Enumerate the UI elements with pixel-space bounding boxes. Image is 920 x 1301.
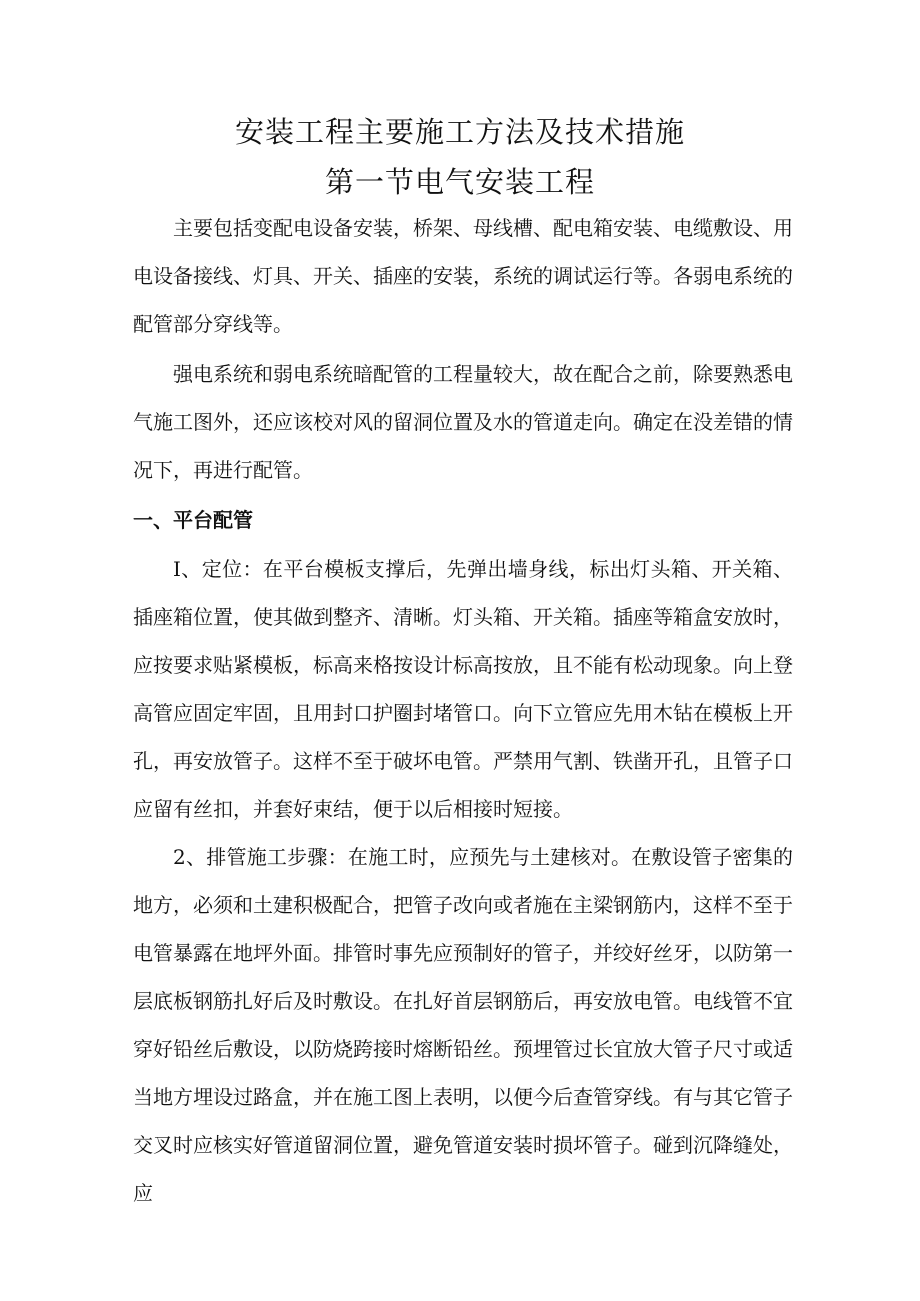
section-title: 第一节电气安装工程 <box>324 165 595 199</box>
section-paragraph-1: I、定位：在平台模板支撑后，先弹出墙身线，标出灯头箱、开关箱、插座箱位置，使其做到整齐、清晰。灯头箱、开关箱。插座等箱盒安放时，应按要求贴紧模板，标高来格按设计标高按放，且不能有松动现象。向上登高管应固定牢固，且用封口护圈封堵管口。向下立管应先用木钻在模板上开孔，再安放管子。这样不至于破坏电管。严禁用气割、铁凿开孔，且管子口应留有丝扣，并套好束结，便于以后相接时短接。 <box>133 557 793 821</box>
document-title: 安装工程主要施工方法及技术措施 <box>234 115 685 149</box>
intro-paragraph-1: 主要包括变配电设备安装，桥架、母线槽、配电箱安装、电缆敷设、用电设备接线、灯具、开关、插座的安装，系统的调试运行等。各弱电系统的配管部分穿线等。 <box>133 216 793 336</box>
section-heading: 一、平台配管 <box>133 508 253 532</box>
intro-paragraph-2: 强电系统和弱电系统暗配管的工程量较大，故在配合之前，除要熟悉电气施工图外，还应该校对风的留洞位置及水的管道走向。确定在没差错的情况下，再进行配管。 <box>133 362 793 482</box>
section-paragraph-2: 2、排管施工步骤：在施工时，应预先与土建核对。在敷设管子密集的地方，必须和土建积极配合，把管子改向或者施在主梁钢筋内，这样不至于电管暴露在地坪外面。排管时事先应预制好的管子，并绞好丝牙，以防第一层底板钢筋扎好后及时敷设。在扎好首层钢筋后，再安放电管。电线管不宜穿好铅丝后敷设，以防烧跨接时熔断铅丝。预埋管过长宜放大管子尺寸或适当地方埋设过路盒，并在施工图上表明，以便今后查管穿线。有与其它管子交叉时应核实好管道留洞位置，避免管道安装时损坏管子。碰到沉降缝处，应 <box>133 845 793 1205</box>
